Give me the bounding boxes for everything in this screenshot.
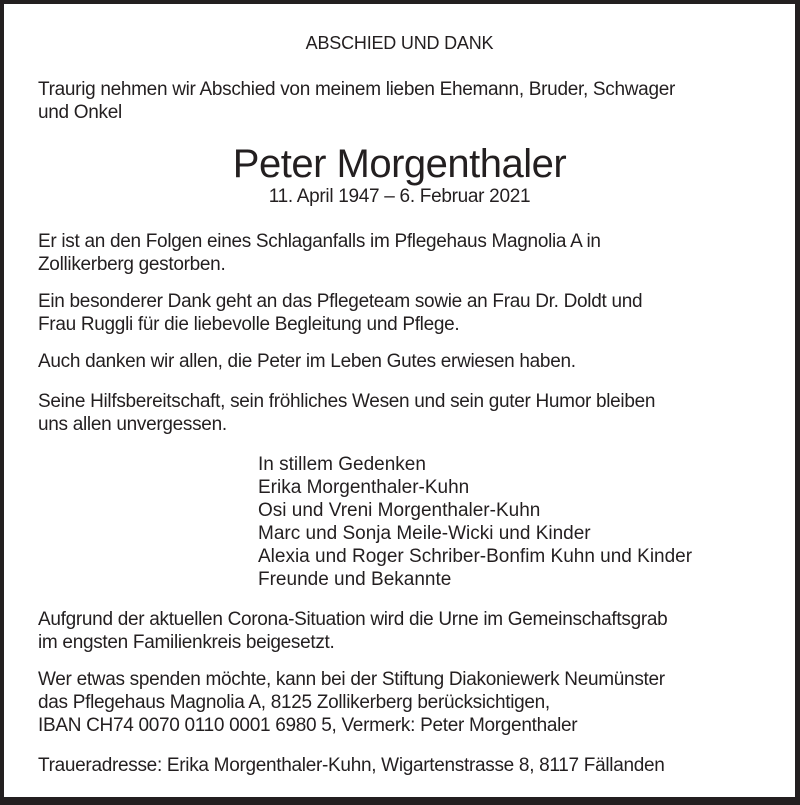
death-info-line-2: Zollikerberg gestorben. [38, 254, 226, 275]
life-dates: 11. April 1947 – 6. Februar 2021 [268, 186, 531, 207]
signatory-line: Marc und Sonja Meile-Wicki und Kinder [258, 523, 591, 544]
deceased-name: Peter Morgenthaler [232, 142, 567, 186]
signatory-line: In stillem Gedenken [258, 454, 426, 475]
donation-line-1: Wer etwas spenden möchte, kann bei der Stiftung Diakoniewerk Neumünster [38, 669, 665, 690]
signatory-line: Osi und Vreni Morgenthaler-Kuhn [258, 500, 541, 521]
signatory-line: Freunde und Bekannte [258, 569, 452, 590]
intro-line-1: Traurig nehmen wir Abschied von meinem lieben Ehemann, Bruder, Schwager [38, 79, 676, 100]
donation-line-2: das Pflegehaus Magnolia A, 8125 Zollikerberg berücksichtigen, [38, 692, 550, 713]
donation-iban-line: IBAN CH74 0070 0110 0001 6980 5, Vermerk: Peter Morgenthaler [38, 715, 578, 736]
notice-heading: ABSCHIED UND DANK [305, 33, 494, 53]
signatory-line: Erika Morgenthaler-Kuhn [258, 477, 470, 498]
death-info-line-1: Er ist an den Folgen eines Schlaganfalls im Pflegehaus Magnolia A in [38, 231, 601, 252]
signatory-line: Alexia und Roger Schriber-Bonfim Kuhn und Kinder [258, 546, 693, 567]
thanks-all-line: Auch danken wir allen, die Peter im Leben Gutes erwiesen haben. [38, 351, 576, 372]
burial-notice-line-2: im engsten Familienkreis beigesetzt. [38, 632, 335, 653]
thanks-care-line-1: Ein besonderer Dank geht an das Pflegeteam sowie an Frau Dr. Doldt und [38, 291, 643, 312]
intro-line-2: und Onkel [38, 102, 122, 123]
burial-notice-line-1: Aufgrund der aktuellen Corona-Situation wird die Urne im Gemeinschaftsgrab [38, 609, 668, 630]
thanks-care-line-2: Frau Ruggli für die liebevolle Begleitung und Pflege. [38, 314, 460, 335]
remembrance-line-2: uns allen unvergessen. [38, 414, 227, 435]
mourning-address: Traueradresse: Erika Morgenthaler-Kuhn, Wigartenstrasse 8, 8117 Fällanden [38, 755, 665, 776]
remembrance-line-1: Seine Hilfsbereitschaft, sein fröhliches Wesen und sein guter Humor bleiben [38, 391, 656, 412]
obituary-notice [4, 4, 795, 797]
